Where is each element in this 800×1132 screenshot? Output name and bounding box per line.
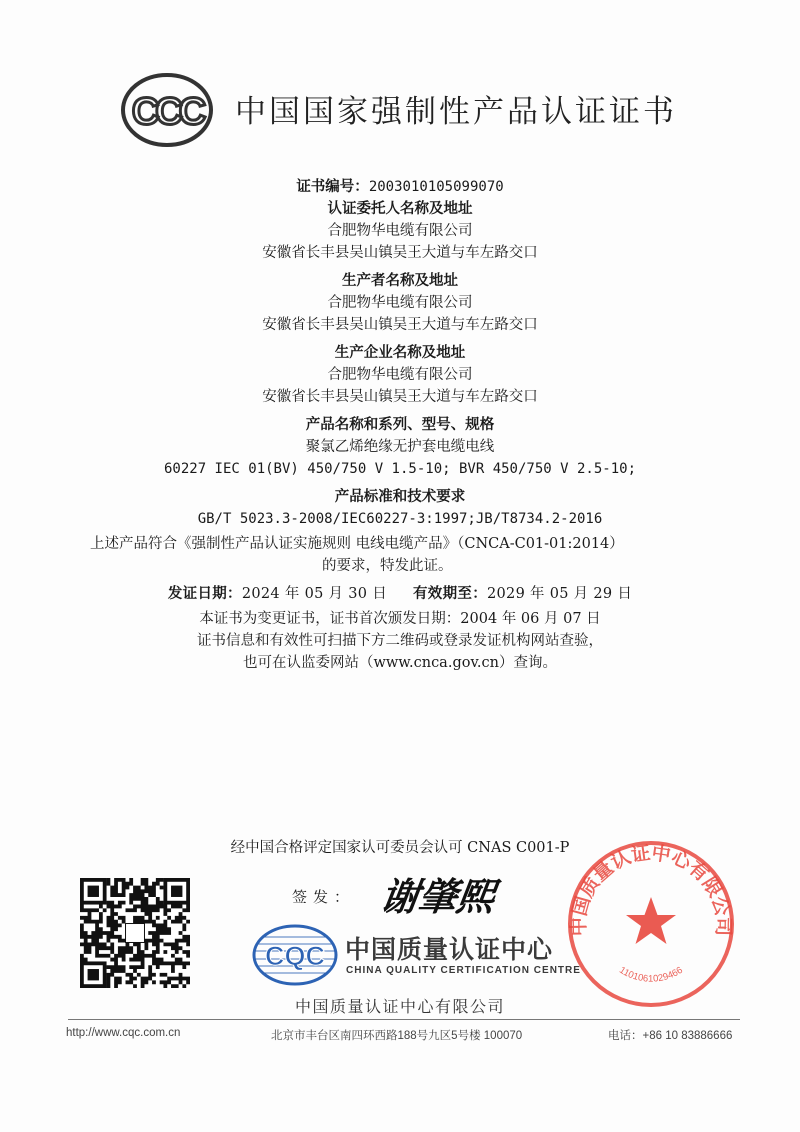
cqc-name-en: CHINA QUALITY CERTIFICATION CENTRE [346, 965, 581, 976]
product-models: 60227 IEC 01(BV) 450/750 V 1.5-10; BVR 450/750 V 2.5-10; [163, 461, 636, 477]
applicant-name: 合肥物华电缆有限公司 [327, 223, 473, 239]
conformity-line-1: 上述产品符合《强制性产品认证实施规则 电线电缆产品》（CNCA-C01-01:2014） [90, 536, 624, 552]
cnca-note: 也可在认监委网站（www.cnca.gov.cn）查询。 [242, 655, 557, 671]
accreditation-statement: 经中国合格评定国家认可委员会认可 CNAS C001-P [230, 840, 570, 856]
signature-label: 签发： [292, 888, 356, 906]
conformity-statement [0, 533, 800, 577]
cqc-logo-text: CQC [265, 941, 325, 971]
factory-name: 合肥物华电缆有限公司 [327, 367, 473, 383]
ccc-logo-icon [121, 72, 213, 148]
change-note: 本证书为变更证书，证书首次颁发日期：2004 年 06 月 07 日 [199, 611, 601, 627]
applicant-address: 安徽省长丰县吴山镇吴王大道与车左路交口 [262, 245, 538, 261]
factory-address: 安徽省长丰县吴山镇吴王大道与车左路交口 [262, 389, 538, 405]
signature-image [357, 866, 527, 926]
footer-website[interactable]: http://www.cqc.com.cn [66, 1027, 181, 1039]
valid-until-label: 有效期至： [413, 585, 487, 602]
issuer-name: 中国质量认证中心有限公司 [294, 997, 505, 1016]
certificate-number-row [0, 176, 800, 198]
seal-code: 1101061029466 [617, 964, 685, 985]
manufacturer-address: 安徽省长丰县吴山镇吴王大道与车左路交口 [262, 317, 538, 333]
cqc-name-cn: 中国质量认证中心 [345, 935, 554, 964]
certificate-body [0, 176, 800, 674]
official-seal [566, 839, 736, 1009]
qr-code-icon[interactable] [80, 878, 190, 988]
product-label: 产品名称和系列、型号、规格 [305, 416, 495, 433]
product-name: 聚氯乙烯绝缘无护套电缆电线 [305, 439, 495, 455]
ccc-logo-text: CCC [131, 91, 203, 133]
footer-phone: 电话：+86 10 83886666 [608, 1030, 733, 1042]
dates-row [0, 583, 800, 605]
standard-value: GB/T 5023.3-2008/IEC60227-3:1997;JB/T8734.2-2016 [197, 511, 603, 527]
valid-until-value: 2029 年 05 月 29 日 [487, 586, 633, 602]
cqc-logo-icon [252, 924, 338, 986]
star-icon [626, 897, 676, 944]
footer-divider [68, 1019, 740, 1020]
svg-text:1101061029466 [617, 965, 685, 985]
seal-text: 中国质量认证中心有限公司 [567, 841, 735, 937]
certificate-number-label: 证书编号： [296, 178, 369, 195]
manufacturer-name: 合肥物华电缆有限公司 [327, 295, 473, 311]
verification-note: 证书信息和有效性可扫描下方二维码或登录发证机构网站查验， [197, 633, 603, 649]
standard-label: 产品标准和技术要求 [334, 488, 466, 505]
conformity-line-2: 的要求，特发此证。 [322, 558, 453, 574]
applicant-label: 认证委托人名称及地址 [327, 200, 473, 217]
signature-name: 谢肇熙 [377, 875, 498, 920]
issue-date-label: 发证日期： [167, 585, 242, 602]
factory-label: 生产企业名称及地址 [334, 344, 466, 361]
certificate-number-value: 2003010105099070 [368, 179, 504, 195]
footer-address: 北京市丰台区南四环西路188号九区5号楼 100070 [271, 1030, 523, 1042]
issue-date-value: 2024 年 05 月 30 日 [241, 586, 387, 602]
manufacturer-label: 生产者名称及地址 [342, 272, 458, 289]
certificate-title: 中国国家强制性产品认证证书 [235, 94, 677, 130]
